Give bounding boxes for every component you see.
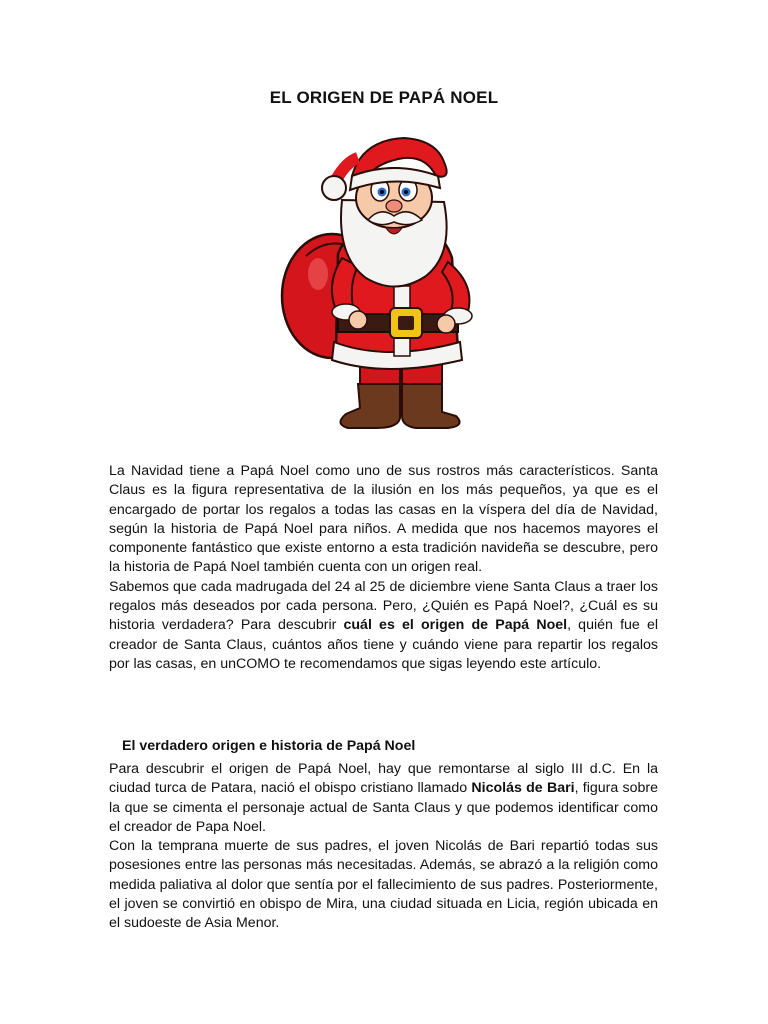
paragraph-text: Sabemos que cada madrugada del 24 al 25 de diciembre viene Santa Claus a traer los regalos más deseados por cada persona. Pero, ¿Quién es Papá Noel?, ¿Cuál es su historia verdadera? Para descubrir bbox=[109, 578, 658, 634]
paragraph-text: , quién fue el creador de Santa Claus, cuántos años tiene y cuándo viene para repartir los regalos por las casas, en unCOMO te recomendamos que sigas leyendo este artículo. bbox=[109, 617, 658, 672]
section-heading: El verdadero origen e historia de Papá Noel bbox=[122, 738, 416, 754]
paragraph bbox=[109, 578, 658, 674]
document-title: EL ORIGEN DE PAPÁ NOEL bbox=[269, 88, 499, 107]
paragraph-text: Para descubrir el origen de Papá Noel, hay que remontarse al siglo III d.C. En la ciudad turca de Patara, nació el obispo cristiano llamado bbox=[109, 761, 658, 797]
section-1-body bbox=[109, 462, 658, 674]
bold-phrase: cuál es el origen de Papá Noel bbox=[343, 617, 568, 634]
santa-claus-icon bbox=[276, 136, 492, 436]
bold-phrase: Nicolás de Bari bbox=[471, 780, 575, 797]
paragraph: La Navidad tiene a Papá Noel como uno de sus rostros más característicos. Santa Claus es la figura representativa de la ilusión en los más pequeños, ya que es el encargado de portar los regalos a todas las casas en la víspera del día de Navidad, según la historia de Papá Noel para niños. A medida que nos hacemos mayores el componente fantástico que existe entorno a esta tradición navideña se descubre, pero la historia de Papá Noel también cuenta con un origen real. bbox=[109, 463, 658, 576]
paragraph bbox=[109, 760, 658, 837]
section-2-body bbox=[109, 760, 658, 934]
paragraph: Con la temprana muerte de sus padres, el joven Nicolás de Bari repartió todas sus posesiones entre las personas más necesitadas. Además, se abrazó a la religión como medida paliativa al dolor que sentía por el fallecimiento de sus padres. Posteriormente, el joven se convirtió en obispo de Mira, una ciudad situada en Licia, región ubicada en el sudoeste de Asia Menor. bbox=[109, 838, 658, 932]
paragraph-text: , figura sobre la que se cimenta el personaje actual de Santa Claus y que podemos identificar como el creador de Papa Noel. bbox=[109, 780, 658, 835]
